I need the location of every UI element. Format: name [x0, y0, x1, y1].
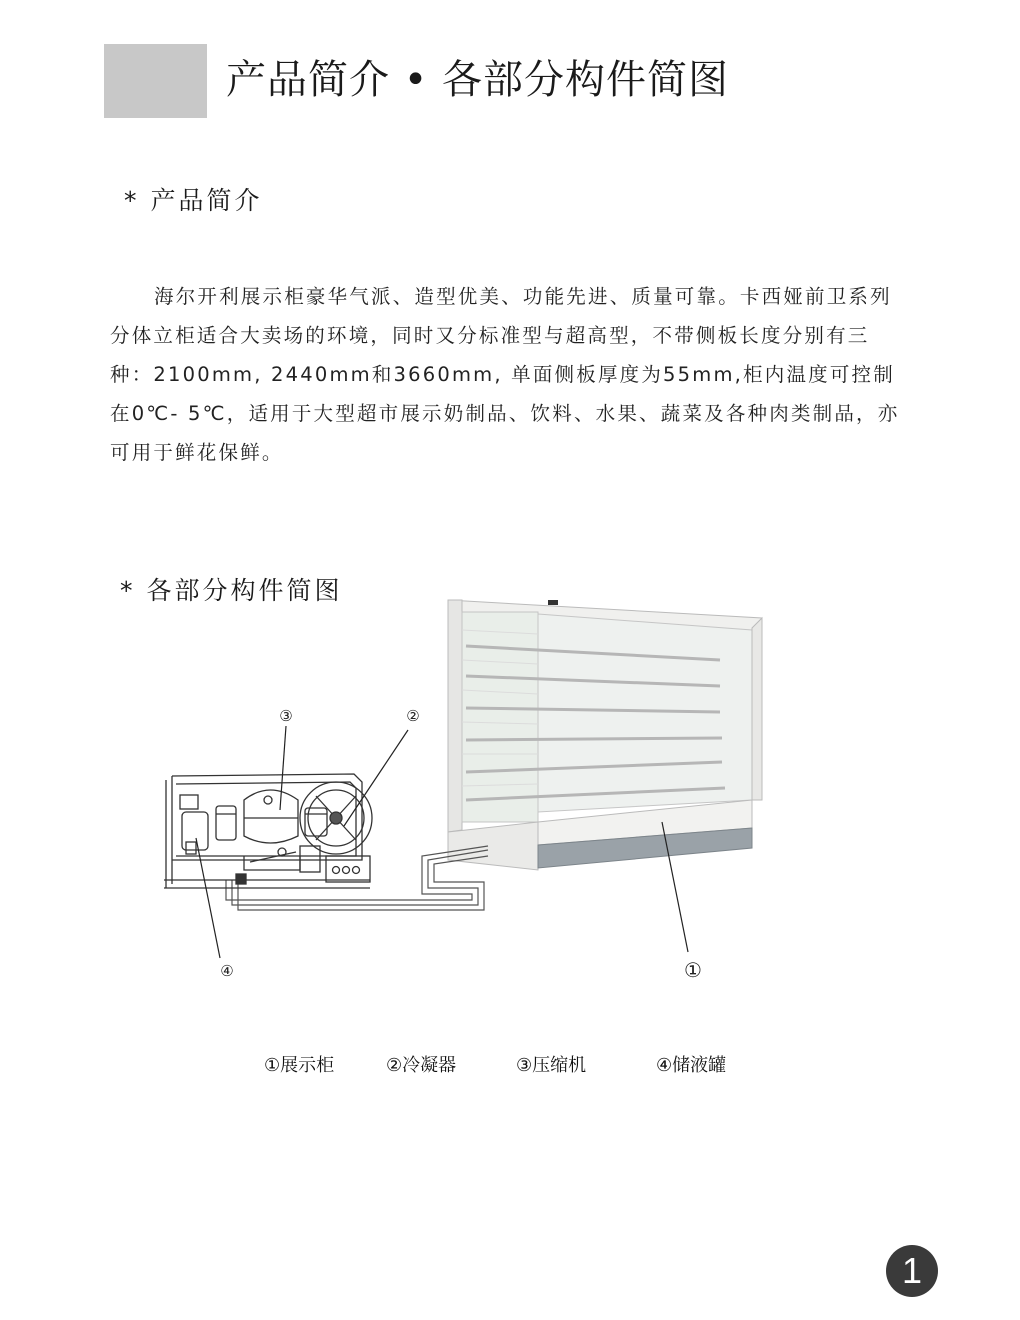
component-legend	[264, 1052, 784, 1082]
callout-compressor: ③	[279, 707, 293, 725]
callout-display-cabinet: ①	[684, 958, 702, 982]
legend-item-display-cabinet: ①展示柜	[264, 1055, 335, 1076]
legend-item-condenser: ②冷凝器	[386, 1055, 457, 1076]
display-cabinet-illustration	[448, 600, 762, 870]
intro-paragraph: 海尔开利展示柜豪华气派、造型优美、功能先进、质量可靠。卡西娅前卫系列分体立柜适合大卖场的环境，同时又分标准型与超高型，不带侧板长度分别有三种：2100mm, 2440mm和3660mm, 单面侧板厚度为55mm,柜内温度可控制在0℃- 5℃，适用于大型超市展示奶制品、饮料、水果、蔬菜及各种肉类制品，亦可用于鲜花保鲜。	[110, 285, 900, 464]
intro-heading: * 产品简介	[124, 186, 263, 215]
callout-condenser: ②	[406, 707, 420, 725]
legend-item-receiver: ④储液罐	[656, 1055, 727, 1076]
header-gray-block	[104, 44, 207, 118]
diagram-heading: * 各部分构件简图	[120, 576, 343, 605]
callout-receiver: ④	[220, 962, 234, 980]
page-number-badge: 1	[886, 1245, 938, 1297]
legend-item-compressor: ③压缩机	[516, 1055, 587, 1076]
page-title: 产品简介 • 各部分构件简图	[226, 57, 730, 103]
components-diagram	[150, 585, 790, 1000]
condensing-unit-illustration	[164, 774, 372, 888]
